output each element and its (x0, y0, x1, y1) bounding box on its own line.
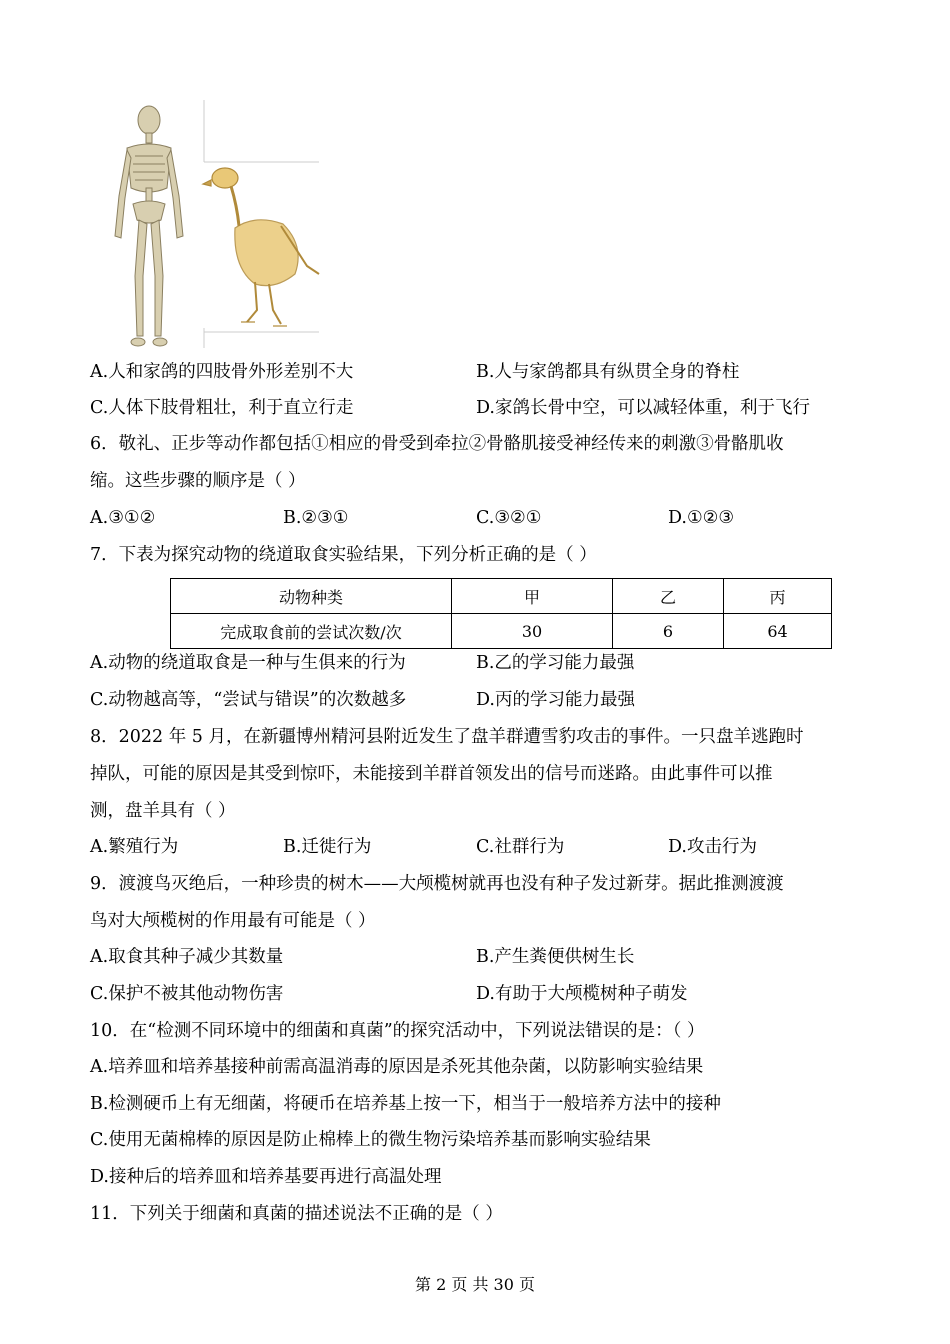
q10-option-c: C.使用无菌棉棒的原因是防止棉棒上的微生物污染培养基而影响实验结果 (90, 1130, 651, 1150)
q7-option-c: C.动物越高等，“尝试与错误”的次数越多 (90, 690, 407, 710)
q10-option-d: D.接种后的培养皿和培养基要再进行高温处理 (90, 1167, 442, 1187)
q10-stem: 10．在“检测不同环境中的细菌和真菌”的探究活动中，下列说法错误的是：（ ） (90, 1021, 705, 1041)
q8-option-a: A.繁殖行为 (90, 837, 179, 857)
q8-option-d: D.攻击行为 (668, 837, 757, 857)
q8-option-b: B.迁徙行为 (283, 837, 372, 857)
q6-option-b: B.②③① (283, 508, 349, 528)
q7-option-a: A.动物的绕道取食是一种与生俱来的行为 (90, 653, 406, 673)
q9-option-a: A.取食其种子减少其数量 (90, 947, 284, 967)
table-header-cell: 动物种类 (171, 579, 452, 614)
table-cell: 完成取食前的尝试次数/次 (171, 614, 452, 649)
page-footer: 第 2 页 共 30 页 (415, 1275, 535, 1294)
skeleton-figure (105, 96, 325, 352)
table-header-row (171, 579, 832, 614)
human-skeleton-image (115, 106, 183, 346)
q9-option-c: C.保护不被其他动物伤害 (90, 984, 284, 1004)
q7-stem: 7．下表为探究动物的绕道取食实验结果，下列分析正确的是（ ） (90, 545, 597, 565)
q8-stem-line1: 8．2022 年 5 月，在新疆博州精河县附近发生了盘羊群遭雪豹攻击的事件。一只盘羊逃跑时 (90, 727, 804, 747)
q9-stem-line1: 9．渡渡鸟灭绝后，一种珍贵的树木——大颅榄树就再也没有种子发过新芽。据此推测渡渡 (90, 874, 784, 894)
q5-option-c: C.人体下肢骨粗壮，利于直立行走 (90, 398, 354, 418)
table-cell: 64 (724, 614, 832, 649)
q11-stem: 11．下列关于细菌和真菌的描述说法不正确的是（ ） (90, 1204, 503, 1224)
table-header-cell: 丙 (724, 579, 832, 614)
q10-option-b: B.检测硬币上有无细菌，将硬币在培养基上按一下，相当于一般培养方法中的接种 (90, 1094, 721, 1114)
table-header-cell: 乙 (613, 579, 724, 614)
q7-option-b: B.乙的学习能力最强 (476, 653, 635, 673)
pigeon-skeleton-image (203, 168, 319, 326)
q6-option-d: D.①②③ (668, 508, 735, 528)
q9-option-b: B.产生粪便供树生长 (476, 947, 635, 967)
q6-option-a: A.③①② (90, 508, 156, 528)
q7-option-d: D.丙的学习能力最强 (476, 690, 635, 710)
q8-option-c: C.社群行为 (476, 837, 565, 857)
q8-stem-line2: 掉队，可能的原因是其受到惊吓，未能接到羊群首领发出的信号而迷路。由此事件可以推 (90, 764, 773, 784)
q9-stem-line2: 鸟对大颅榄树的作用最有可能是（ ） (90, 911, 376, 931)
q5-option-b: B.人与家鸽都具有纵贯全身的脊柱 (476, 362, 740, 382)
table-header-cell: 甲 (452, 579, 613, 614)
q5-option-d: D.家鸽长骨中空，可以减轻体重，利于飞行 (476, 398, 810, 418)
table-cell: 30 (452, 614, 613, 649)
q8-stem-line3: 测，盘羊具有（ ） (90, 801, 236, 821)
q9-option-d: D.有助于大颅榄树种子萌发 (476, 984, 688, 1004)
q5-option-a: A.人和家鸽的四肢骨外形差别不大 (90, 362, 354, 382)
table-row (171, 614, 832, 649)
q6-stem-line2: 缩。这些步骤的顺序是（ ） (90, 471, 306, 491)
q6-option-c: C.③②① (476, 508, 542, 528)
q6-stem-line1: 6．敬礼、正步等动作都包括①相应的骨受到牵拉②骨骼肌接受神经传来的刺激③骨骼肌收 (90, 434, 784, 454)
experiment-table (170, 578, 832, 649)
q10-option-a: A.培养皿和培养基接种前需高温消毒的原因是杀死其他杂菌，以防影响实验结果 (90, 1057, 704, 1077)
table-cell: 6 (613, 614, 724, 649)
